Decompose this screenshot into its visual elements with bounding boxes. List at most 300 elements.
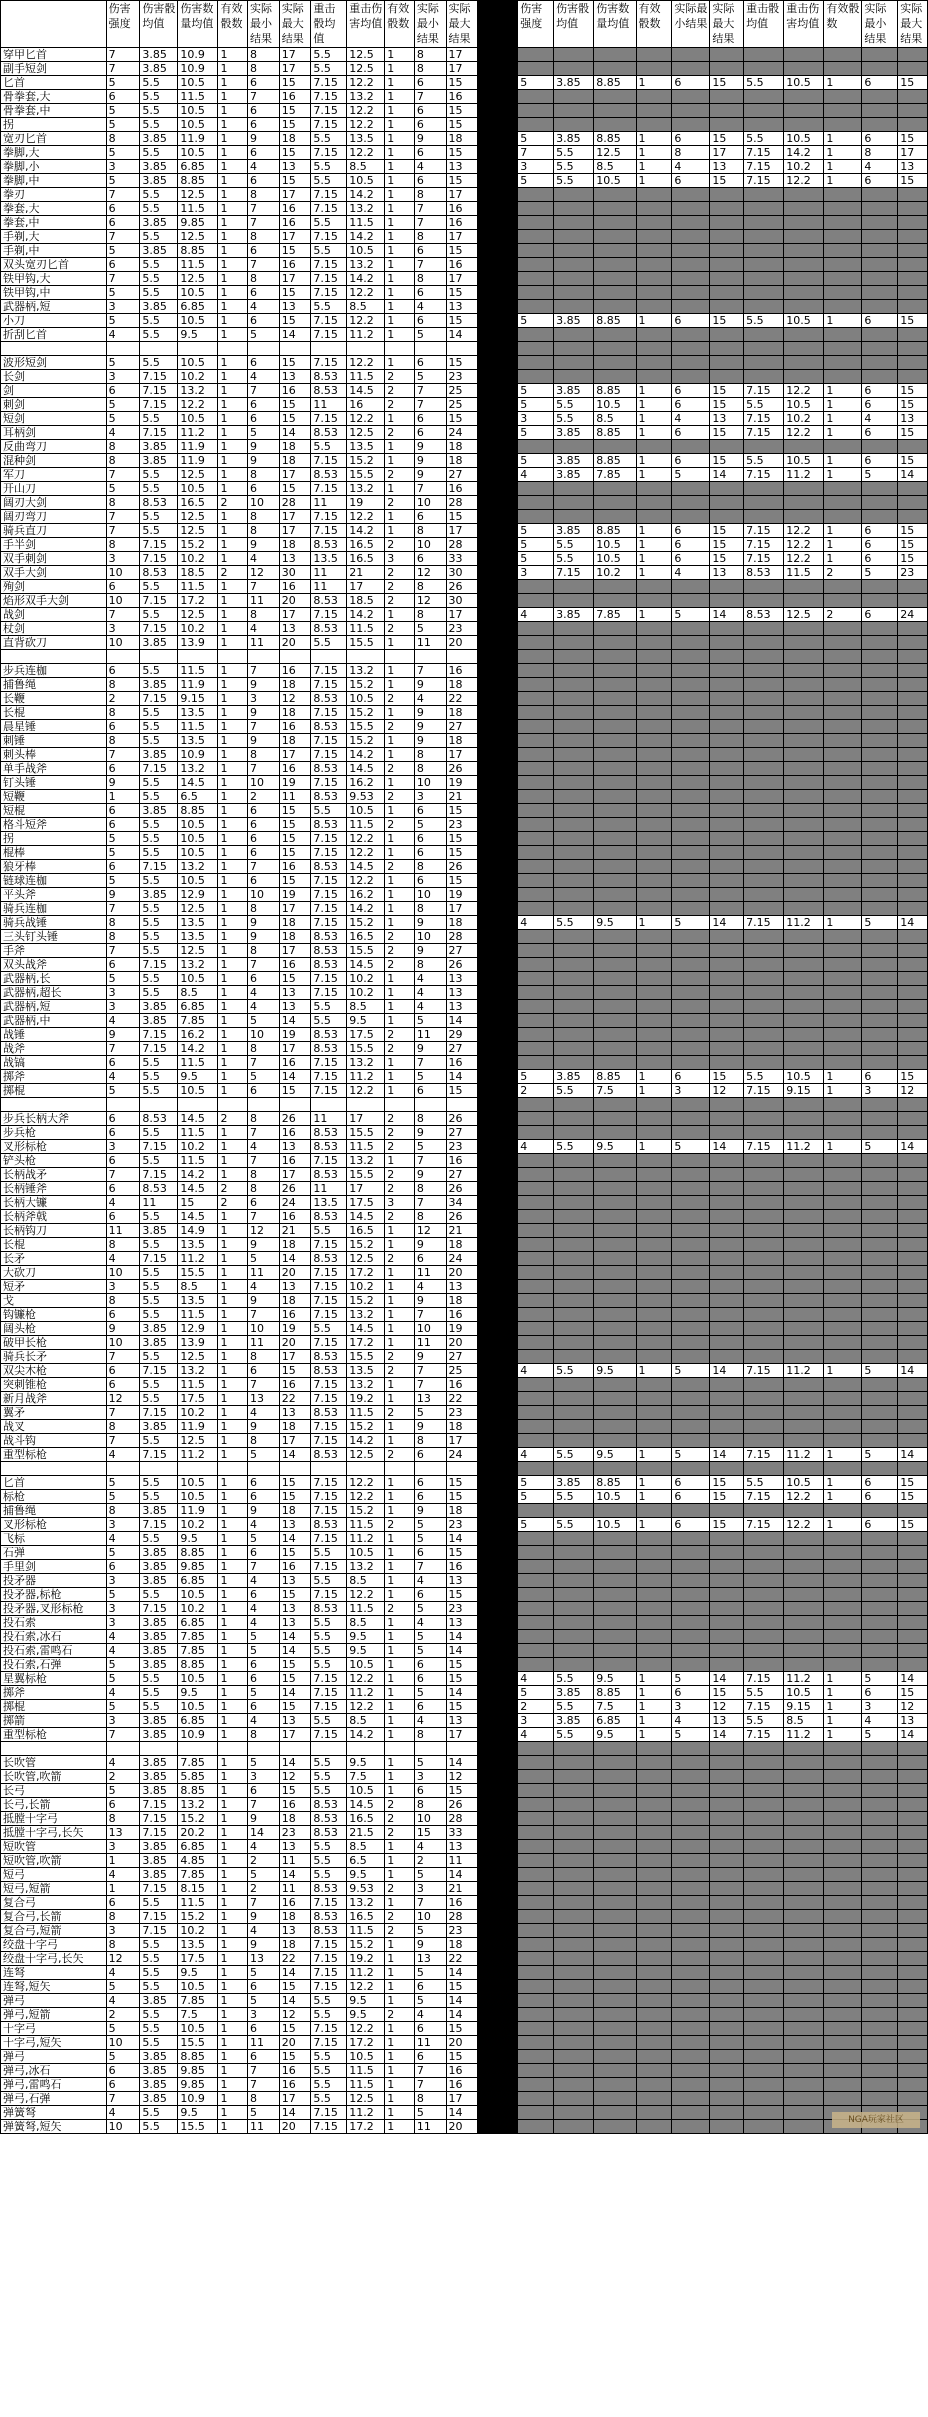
empty-cell — [636, 748, 672, 762]
value-cell: 16 — [279, 202, 311, 216]
value-cell: 5.5 — [140, 846, 178, 860]
empty-cell — [554, 972, 594, 986]
value-cell: 3.85 — [140, 1784, 178, 1798]
value-cell: 8.53 — [311, 370, 347, 384]
value-cell: 6 — [414, 146, 446, 160]
empty-cell — [784, 720, 824, 734]
empty-cell — [554, 2022, 594, 2036]
value-cell: 1 — [824, 538, 862, 552]
empty-cell — [898, 2008, 928, 2022]
empty-cell — [518, 2120, 554, 2134]
empty-cell — [554, 1378, 594, 1392]
column-separator — [478, 1560, 518, 1574]
value-cell: 7.5 — [594, 1084, 636, 1098]
value-cell: 9 — [248, 706, 280, 720]
empty-cell — [784, 846, 824, 860]
column-separator — [478, 1308, 518, 1322]
empty-cell — [672, 776, 710, 790]
value-cell: 8.5 — [594, 160, 636, 174]
value-cell: 18 — [279, 1238, 311, 1252]
value-cell: 3.85 — [140, 888, 178, 902]
value-cell: 5.5 — [140, 468, 178, 482]
value-cell: 6 — [414, 846, 446, 860]
empty-cell — [784, 1168, 824, 1182]
value-cell: 3.85 — [140, 1630, 178, 1644]
empty-cell — [672, 1042, 710, 1056]
value-cell: 15 — [446, 2022, 478, 2036]
column-header: 实际最小结果 — [862, 1, 898, 48]
value-cell: 8.85 — [178, 244, 218, 258]
value-cell: 15.5 — [347, 720, 385, 734]
empty-cell — [744, 1182, 784, 1196]
weapon-row — [1, 1406, 928, 1420]
empty-cell — [862, 846, 898, 860]
weapon-row — [1, 202, 928, 216]
weapon-name-cell: 新月战斧 — [1, 1392, 107, 1406]
empty-cell — [784, 2050, 824, 2064]
value-cell: 6 — [414, 1084, 446, 1098]
weapon-row — [1, 1420, 928, 1434]
value-cell: 4 — [248, 1616, 280, 1630]
empty-cell — [862, 1336, 898, 1350]
value-cell: 7.85 — [594, 608, 636, 622]
empty-cell — [672, 622, 710, 636]
value-cell: 6 — [862, 1686, 898, 1700]
weapon-name-cell: 连弩,短矢 — [1, 1980, 107, 1994]
value-cell: 3.85 — [140, 1728, 178, 1742]
value-cell: 6 — [248, 1784, 280, 1798]
value-cell: 5 — [248, 1014, 280, 1028]
weapon-row — [1, 1182, 928, 1196]
value-cell: 6 — [106, 2078, 140, 2092]
value-cell: 16.5 — [178, 496, 218, 510]
value-cell: 12.5 — [347, 426, 385, 440]
weapon-name-cell: 短弓,短箭 — [1, 1882, 107, 1896]
value-cell: 11 — [106, 1224, 140, 1238]
value-cell: 9 — [248, 678, 280, 692]
empty-cell — [824, 1308, 862, 1322]
value-cell: 8.53 — [311, 1042, 347, 1056]
value-cell: 7.15 — [311, 1728, 347, 1742]
column-separator — [478, 440, 518, 454]
value-cell: 7.15 — [311, 1686, 347, 1700]
value-cell: 5.5 — [744, 1070, 784, 1084]
value-cell: 23 — [446, 370, 478, 384]
empty-cell — [784, 1966, 824, 1980]
weapon-name-cell: 长弓,长箭 — [1, 1798, 107, 1812]
empty-cell — [594, 1294, 636, 1308]
value-cell: 10.5 — [784, 132, 824, 146]
value-cell: 5.5 — [140, 706, 178, 720]
value-cell: 7 — [248, 1126, 280, 1140]
empty-cell — [862, 594, 898, 608]
empty-cell — [672, 1168, 710, 1182]
empty-cell — [518, 1630, 554, 1644]
value-cell: 19 — [279, 1322, 311, 1336]
value-cell: 14.2 — [347, 272, 385, 286]
weapon-row — [1, 1350, 928, 1364]
empty-cell — [824, 734, 862, 748]
value-cell: 1 — [218, 1504, 248, 1518]
empty-cell — [744, 1336, 784, 1350]
value-cell: 10.5 — [784, 314, 824, 328]
column-separator — [478, 1994, 518, 2008]
value-cell: 5 — [518, 314, 554, 328]
empty-cell — [744, 1994, 784, 2008]
empty-cell — [672, 888, 710, 902]
column-separator — [478, 706, 518, 720]
value-cell: 7.15 — [744, 552, 784, 566]
value-cell: 12.2 — [784, 1490, 824, 1504]
empty-cell — [744, 1896, 784, 1910]
empty-cell — [784, 1882, 824, 1896]
value-cell: 11.5 — [347, 622, 385, 636]
empty-cell — [554, 1392, 594, 1406]
value-cell: 1 — [385, 1574, 415, 1588]
value-cell: 15 — [446, 874, 478, 888]
value-cell: 1 — [824, 76, 862, 90]
value-cell: 3.85 — [140, 678, 178, 692]
empty-cell — [784, 944, 824, 958]
value-cell: 7.15 — [744, 412, 784, 426]
empty-cell — [784, 482, 824, 496]
empty-cell — [672, 328, 710, 342]
column-separator — [478, 118, 518, 132]
value-cell: 11.5 — [347, 1406, 385, 1420]
empty-cell — [594, 930, 636, 944]
value-cell: 7.15 — [744, 1700, 784, 1714]
value-cell: 2 — [385, 1924, 415, 1938]
value-cell: 4 — [414, 1840, 446, 1854]
value-cell: 17 — [279, 1350, 311, 1364]
empty-cell — [554, 1196, 594, 1210]
empty-cell — [518, 902, 554, 916]
value-cell: 5 — [106, 874, 140, 888]
value-cell: 28 — [446, 538, 478, 552]
weapon-row — [1, 230, 928, 244]
value-cell: 7.15 — [311, 314, 347, 328]
value-cell: 1 — [385, 1714, 415, 1728]
value-cell: 15.5 — [347, 944, 385, 958]
weapon-name-cell: 短鞭 — [1, 790, 107, 804]
value-cell: 6 — [248, 1672, 280, 1686]
weapon-row — [1, 748, 928, 762]
value-cell: 3.85 — [554, 454, 594, 468]
empty-cell — [636, 300, 672, 314]
value-cell: 1 — [218, 1322, 248, 1336]
value-cell: 15.2 — [347, 1238, 385, 1252]
empty-cell — [744, 1644, 784, 1658]
value-cell: 1 — [824, 1490, 862, 1504]
empty-cell — [824, 664, 862, 678]
value-cell: 6 — [248, 118, 280, 132]
value-cell: 6 — [106, 2064, 140, 2078]
empty-cell — [636, 216, 672, 230]
value-cell: 11.5 — [347, 1924, 385, 1938]
empty-cell — [898, 944, 928, 958]
empty-cell — [744, 1658, 784, 1672]
empty-cell — [554, 930, 594, 944]
value-cell: 6 — [672, 76, 710, 90]
value-cell: 7.15 — [140, 692, 178, 706]
value-cell: 1 — [218, 972, 248, 986]
empty-cell — [672, 664, 710, 678]
value-cell: 12.5 — [178, 468, 218, 482]
weapon-name-cell: 拳脚,小 — [1, 160, 107, 174]
empty-cell — [824, 1000, 862, 1014]
weapon-row — [1, 468, 928, 482]
empty-cell — [672, 1504, 710, 1518]
empty-cell — [862, 972, 898, 986]
value-cell: 1 — [636, 398, 672, 412]
value-cell: 6 — [106, 1378, 140, 1392]
value-cell: 1 — [385, 1546, 415, 1560]
empty-cell — [554, 1266, 594, 1280]
value-cell: 7.15 — [311, 2022, 347, 2036]
empty-cell — [594, 482, 636, 496]
empty-cell — [862, 356, 898, 370]
value-cell: 4 — [518, 468, 554, 482]
value-cell: 7.85 — [594, 468, 636, 482]
value-cell: 10.5 — [178, 1084, 218, 1098]
value-cell: 3.85 — [554, 426, 594, 440]
empty-cell — [518, 202, 554, 216]
empty-cell — [518, 1182, 554, 1196]
value-cell: 13 — [446, 1840, 478, 1854]
weapon-row — [1, 1042, 928, 1056]
empty-cell — [784, 104, 824, 118]
empty-cell — [594, 1756, 636, 1770]
value-cell: 6 — [862, 608, 898, 622]
empty-cell — [554, 2106, 594, 2120]
weapon-name-cell: 棍棒 — [1, 846, 107, 860]
value-cell: 7.15 — [744, 538, 784, 552]
section-spacer-row — [1, 1098, 928, 1112]
value-cell: 6 — [862, 538, 898, 552]
value-cell: 12 — [106, 1952, 140, 1966]
value-cell: 15 — [710, 538, 744, 552]
value-cell: 6 — [106, 860, 140, 874]
value-cell: 14 — [279, 1252, 311, 1266]
value-cell: 1 — [824, 468, 862, 482]
value-cell: 14 — [710, 468, 744, 482]
value-cell: 8.85 — [594, 524, 636, 538]
empty-cell — [824, 230, 862, 244]
empty-cell — [862, 48, 898, 62]
value-cell: 11 — [311, 496, 347, 510]
empty-cell — [744, 1532, 784, 1546]
value-cell: 13 — [710, 160, 744, 174]
value-cell: 10 — [248, 776, 280, 790]
value-cell: 5.5 — [140, 90, 178, 104]
empty-cell — [518, 1336, 554, 1350]
value-cell: 3 — [106, 552, 140, 566]
empty-cell — [784, 1182, 824, 1196]
value-cell: 9 — [248, 1238, 280, 1252]
empty-cell — [518, 1966, 554, 1980]
header-name-cell — [1, 1, 107, 48]
empty-cell — [518, 1126, 554, 1140]
value-cell: 7.15 — [140, 1406, 178, 1420]
value-cell: 11.2 — [178, 1448, 218, 1462]
value-cell: 18 — [446, 734, 478, 748]
empty-cell — [554, 1350, 594, 1364]
column-separator — [478, 258, 518, 272]
value-cell: 27 — [446, 720, 478, 734]
empty-cell — [594, 244, 636, 258]
empty-cell — [744, 1056, 784, 1070]
column-separator — [478, 1952, 518, 1966]
empty-cell — [824, 1434, 862, 1448]
empty-cell — [744, 832, 784, 846]
empty-cell — [898, 1182, 928, 1196]
value-cell: 7.15 — [140, 1826, 178, 1840]
value-cell: 9 — [414, 1238, 446, 1252]
value-cell: 13.2 — [347, 1154, 385, 1168]
value-cell: 14 — [279, 328, 311, 342]
empty-cell — [784, 1546, 824, 1560]
empty-cell — [672, 510, 710, 524]
value-cell: 7.15 — [744, 1518, 784, 1532]
empty-cell — [518, 188, 554, 202]
weapon-name-cell: 弹簧弩 — [1, 2106, 107, 2120]
weapon-name-cell: 突刺锥枪 — [1, 1378, 107, 1392]
column-separator — [478, 314, 518, 328]
weapon-row — [1, 314, 928, 328]
column-separator — [478, 1644, 518, 1658]
empty-cell — [672, 1210, 710, 1224]
empty-cell — [744, 734, 784, 748]
value-cell: 12.2 — [784, 524, 824, 538]
empty-cell — [898, 804, 928, 818]
value-cell: 3 — [106, 1924, 140, 1938]
value-cell: 1 — [218, 958, 248, 972]
empty-cell — [824, 818, 862, 832]
value-cell: 2 — [106, 692, 140, 706]
empty-cell — [824, 1938, 862, 1952]
weapon-name-cell: 刺剑 — [1, 398, 107, 412]
empty-cell — [784, 1014, 824, 1028]
empty-cell — [862, 706, 898, 720]
watermark-logo: NGA玩家社区 — [832, 2112, 920, 2128]
empty-cell — [554, 580, 594, 594]
empty-cell — [636, 1840, 672, 1854]
empty-cell — [518, 1210, 554, 1224]
empty-cell — [594, 1532, 636, 1546]
empty-cell — [594, 1770, 636, 1784]
empty-cell — [744, 1224, 784, 1238]
empty-cell — [636, 1308, 672, 1322]
value-cell: 4 — [248, 1406, 280, 1420]
empty-cell — [824, 496, 862, 510]
empty-cell — [784, 1434, 824, 1448]
value-cell: 6 — [862, 1070, 898, 1084]
weapon-name-cell: 骑兵连枷 — [1, 902, 107, 916]
value-cell: 14.2 — [784, 146, 824, 160]
value-cell: 1 — [385, 1294, 415, 1308]
value-cell: 9.5 — [347, 1014, 385, 1028]
value-cell: 1 — [218, 1434, 248, 1448]
value-cell: 13.5 — [347, 132, 385, 146]
value-cell: 17 — [446, 608, 478, 622]
weapon-row — [1, 804, 928, 818]
empty-cell — [594, 692, 636, 706]
value-cell: 1 — [218, 1266, 248, 1280]
empty-cell — [898, 2022, 928, 2036]
value-cell: 1 — [385, 2106, 415, 2120]
value-cell: 6 — [106, 1896, 140, 1910]
column-separator — [478, 1966, 518, 1980]
weapon-row — [1, 1910, 928, 1924]
value-cell: 5.5 — [140, 776, 178, 790]
empty-cell — [710, 734, 744, 748]
value-cell: 1 — [636, 1714, 672, 1728]
value-cell: 8 — [248, 608, 280, 622]
value-cell: 1 — [218, 888, 248, 902]
value-cell: 5 — [106, 1588, 140, 1602]
empty-cell — [824, 1532, 862, 1546]
value-cell: 26 — [446, 1210, 478, 1224]
empty-cell — [784, 300, 824, 314]
weapon-row — [1, 1056, 928, 1070]
value-cell: 15 — [446, 314, 478, 328]
empty-cell — [710, 1434, 744, 1448]
column-separator — [478, 1196, 518, 1210]
value-cell: 9 — [106, 776, 140, 790]
empty-cell — [862, 1532, 898, 1546]
value-cell: 14 — [710, 1364, 744, 1378]
empty-cell — [744, 1266, 784, 1280]
value-cell: 10.9 — [178, 62, 218, 76]
value-cell: 5.5 — [554, 538, 594, 552]
value-cell: 5.5 — [140, 258, 178, 272]
value-cell: 2 — [385, 1448, 415, 1462]
empty-cell — [898, 1322, 928, 1336]
empty-cell — [784, 860, 824, 874]
empty-cell — [710, 272, 744, 286]
empty-cell — [554, 790, 594, 804]
value-cell: 17.2 — [347, 2036, 385, 2050]
value-cell: 2 — [218, 1182, 248, 1196]
weapon-name-cell: 钉头锤 — [1, 776, 107, 790]
value-cell: 16 — [446, 1308, 478, 1322]
value-cell: 7.15 — [744, 1140, 784, 1154]
value-cell: 5 — [672, 608, 710, 622]
empty-cell — [710, 202, 744, 216]
empty-cell — [898, 902, 928, 916]
weapon-name-cell: 投石索,石弹 — [1, 1658, 107, 1672]
weapon-name-cell: 骨拳套,中 — [1, 104, 107, 118]
value-cell: 17 — [446, 2092, 478, 2106]
value-cell: 8 — [106, 440, 140, 454]
empty-cell — [594, 272, 636, 286]
value-cell: 7 — [106, 524, 140, 538]
value-cell: 15.2 — [347, 1504, 385, 1518]
column-separator — [478, 1826, 518, 1840]
empty-cell — [594, 2050, 636, 2064]
column-separator — [478, 1588, 518, 1602]
value-cell: 12.2 — [784, 426, 824, 440]
empty-cell — [710, 720, 744, 734]
value-cell: 9 — [248, 538, 280, 552]
empty-cell — [554, 1168, 594, 1182]
value-cell: 17 — [279, 944, 311, 958]
value-cell: 12.5 — [178, 944, 218, 958]
empty-cell — [636, 972, 672, 986]
empty-cell — [594, 678, 636, 692]
value-cell: 14 — [248, 1826, 280, 1840]
value-cell: 12.5 — [347, 48, 385, 62]
